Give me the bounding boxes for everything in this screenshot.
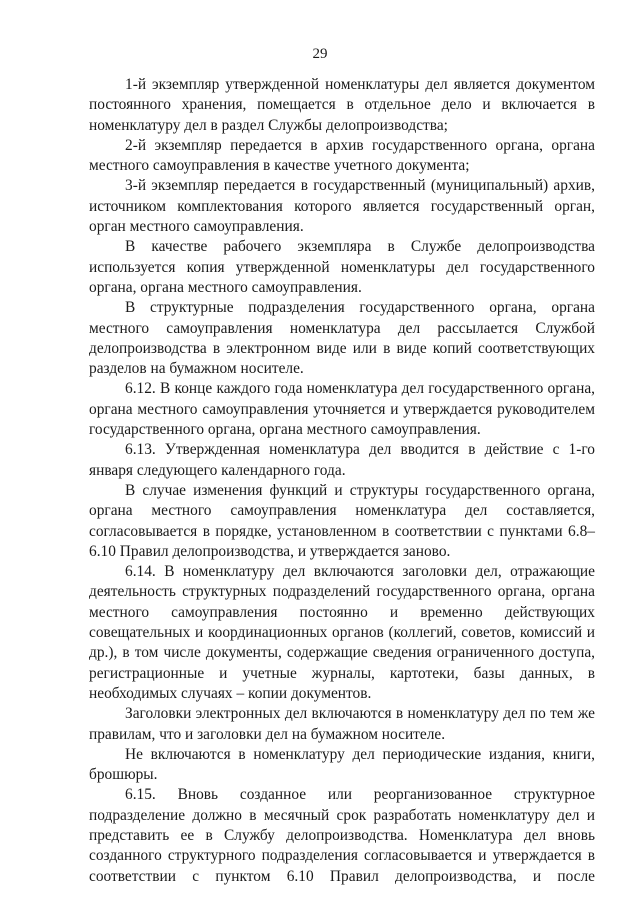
paragraph-copy-2: 2-й экземпляр передается в архив государственного органа, органа местного самоуправления в качестве учетного документа; xyxy=(89,136,595,175)
paragraph-working-copy: В качестве рабочего экземпляра в Службе делопроизводства используется копия утвержденной номенклатуры дел государственного органа, органа местного самоуправления. xyxy=(89,238,595,296)
paragraph-electronic-files: Заголовки электронных дел включаются в номенклатуру дел по тем же правилам, что и заголовки дел на бумажном носителе. xyxy=(89,705,595,743)
paragraph-copy-3: 3-й экземпляр передается в государственный (муниципальный) архив, источником комплектования которого является государственный орган, орган местного самоуправления. xyxy=(89,177,595,236)
paragraph-distribution: В структурные подразделения государственного органа, органа местного самоуправления номенклатура дел рассылается Службой делопроизводства в электронном виде или в виде копий соответствующих разделов на бумажном носителе. xyxy=(89,299,595,378)
paragraph-6-13: 6.13. Утвержденная номенклатура дел вводится в действие с 1-го января следующего календарного года. xyxy=(89,441,595,479)
paragraph-6-15: 6.15. Вновь созданное или реорганизованное структурное подразделение должно в месячный срок разработать номенклатуру дел и представить ее в Службу делопроизводства. Номенклатура дел вновь созданного структурного подразделения согласовывается и утверждается в соответствии с пунктом 6.10 Правил делопроизводства, и после xyxy=(89,786,595,885)
page-number: 29 xyxy=(312,46,328,62)
paragraph-structure-change: В случае изменения функций и структуры государственного органа, органа местного самоуправления номенклатура дел составляется, согласовывается в порядке, установленном в соответствии с пунктами 6.8–6.10 Правил делопроизводства, и утверждается заново. xyxy=(89,481,595,560)
paragraph-6-12: 6.12. В конце каждого года номенклатура дел государственного органа, органа местного самоуправления уточняется и утверждается руководителем государственного органа, органа местного самоуправления. xyxy=(89,380,595,439)
paragraph-not-included: Не включаются в номенклатуру дел периодические издания, книги, брошюры. xyxy=(89,745,595,784)
paragraph-6-14: 6.14. В номенклатуру дел включаются заголовки дел, отражающие деятельность структурных подразделений государственного органа, органа местного самоуправления постоянно и временно действующих совещательных и координационных органов (коллегий, советов, комиссий и др.), в том числе документы, содержащие сведения ограниченного доступа, регистрационные и учетные журналы, картотеки, базы данных, в необходимых случаях – копии документов. xyxy=(89,563,595,702)
paragraph-copy-1: 1-й экземпляр утвержденной номенклатуры дел является документом постоянного хранения, помещается в отдельное дело и включается в номенклатуру дел в раздел Службы делопроизводства; xyxy=(89,76,595,134)
document-body xyxy=(89,75,595,887)
